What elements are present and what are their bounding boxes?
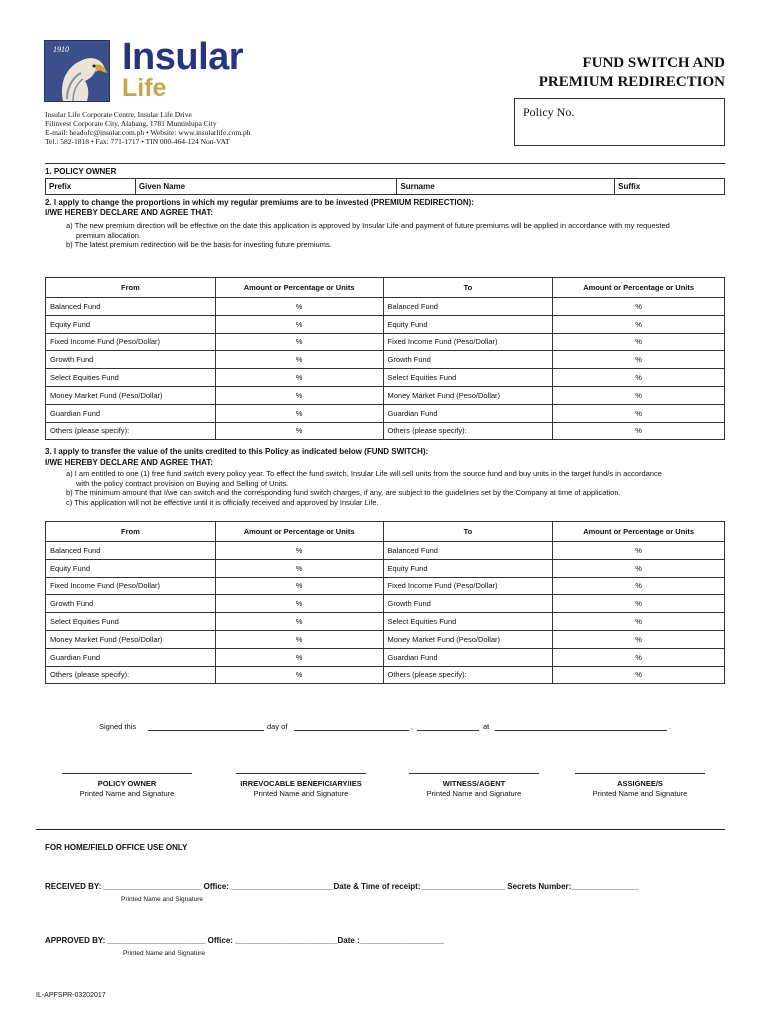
logo-year: 1910 (53, 45, 69, 54)
beneficiary-label: IRREVOCABLE BENEFICIARY/IES (240, 779, 362, 788)
signed-year-field[interactable] (417, 730, 479, 731)
to-fund-name: Equity Fund (383, 315, 553, 333)
fund-row (46, 369, 725, 387)
to-fund-name: Guardian Fund (383, 404, 553, 422)
col-amount: Amount or Percentage or Units (215, 278, 383, 298)
fund-row (46, 351, 725, 369)
to-fund-name: Balanced Fund (383, 298, 553, 316)
company-address-2: Filinvest Corporate City, Alabang, 1781 Muntinlupa City (45, 119, 217, 128)
fund-row (46, 333, 725, 351)
fund-row (46, 630, 725, 648)
redirection-heading: 2. I apply to change the proportions in which my regular premiums are to be invested (PREMIUM REDIRECTION): (45, 198, 474, 207)
owner-name-table (45, 178, 725, 195)
fund-row (46, 386, 725, 404)
printed-name-note: Printed Name and Signature (592, 789, 688, 798)
period: . (669, 722, 672, 731)
brand-sub: Life (122, 74, 167, 102)
from-amount-field[interactable]: % (215, 333, 383, 351)
redirection-item-a: a) The new premium direction will be effective on the date this application is approved by Insular Life and payment of future premiums will be applied in accordance with my requested premium allocation. b) The latest premium redirection will be the basis for investing future premiums. (66, 221, 670, 249)
to-fund-name: Guardian Fund (383, 648, 553, 666)
col-amount: Amount or Percentage or Units (215, 522, 383, 542)
signed-this-label: Signed this (99, 722, 137, 731)
form-title-line2: PREMIUM REDIRECTION (538, 74, 725, 90)
to-fund-name: Balanced Fund (383, 542, 553, 560)
fund-row (46, 315, 725, 333)
fund-row (46, 298, 725, 316)
switch-terms: a) I am entitled to one (1) free fund switch every policy year. To effect the fund switch, Insular Life will sell units from the source fund and buy units in the target fund/s in accordance with the policy contract provision on Buying and Selling of Units. b) The minimum amount that I/we can switch and the corresponding fund switch charges, if any, are subject to the guidelines set by the Company at time of application. c) This application will not be effective until it is officially received and approved by Insular Life. (66, 469, 662, 507)
policy-number-label: Policy No. (523, 105, 575, 119)
fund-row (46, 542, 725, 560)
to-fund-name: Fixed Income Fund (Peso/Dollar) (383, 577, 553, 595)
signed-place-field[interactable] (495, 730, 667, 731)
company-contact: E-mail: headofc@insular.com.ph • Website: www.insularlife.com.ph (45, 128, 251, 137)
to-amount-field[interactable]: % (553, 613, 725, 631)
from-fund-name: Select Equities Fund (46, 369, 216, 387)
owner-heading: 1. POLICY OWNER (45, 167, 117, 176)
printed-name-note: Printed Name and Signature (253, 789, 349, 798)
to-amount-field[interactable]: % (553, 333, 725, 351)
from-fund-name: Guardian Fund (46, 648, 216, 666)
from-fund-name: Money Market Fund (Peso/Dollar) (46, 630, 216, 648)
given-name-field[interactable]: Given Name (135, 179, 397, 195)
to-amount-field[interactable]: % (553, 298, 725, 316)
to-fund-name: Money Market Fund (Peso/Dollar) (383, 386, 553, 404)
received-by-row[interactable]: RECEIVED BY: ______________________ Office: _______________________Date & Time of receipt:___________________ Secrets Number:_______________ (45, 882, 639, 891)
company-phone: Tel.: 582-1818 • Fax: 771-1717 • TIN 000-464-124 Non-VAT (45, 137, 230, 146)
fund-row (46, 613, 725, 631)
col-amount-2: Amount or Percentage or Units (553, 522, 725, 542)
premium-redirection-table (45, 277, 725, 440)
from-fund-name: Select Equities Fund (46, 613, 216, 631)
from-fund-name: Equity Fund (46, 315, 216, 333)
to-amount-field[interactable]: % (553, 559, 725, 577)
approved-by-row[interactable]: APPROVED BY: ______________________ Office: _______________________Date :___________________ (45, 936, 445, 945)
from-amount-field[interactable]: % (215, 369, 383, 387)
fund-row (46, 595, 725, 613)
from-amount-field[interactable]: % (215, 542, 383, 560)
from-fund-name: Balanced Fund (46, 542, 216, 560)
fund-row (46, 577, 725, 595)
from-amount-field[interactable]: % (215, 666, 383, 684)
col-amount-2: Amount or Percentage or Units (553, 278, 725, 298)
from-amount-field[interactable]: % (215, 298, 383, 316)
to-amount-field[interactable]: % (553, 648, 725, 666)
col-from: From (46, 278, 216, 298)
office-use-heading: FOR HOME/FIELD OFFICE USE ONLY (45, 843, 188, 852)
fund-row (46, 648, 725, 666)
to-fund-name: Select Equities Fund (383, 613, 553, 631)
to-amount-field[interactable]: % (553, 422, 725, 440)
to-amount-field[interactable]: % (553, 351, 725, 369)
surname-field[interactable]: Surname (397, 179, 615, 195)
fund-row (46, 559, 725, 577)
from-amount-field[interactable]: % (215, 559, 383, 577)
from-amount-field[interactable]: % (215, 351, 383, 369)
from-fund-name: Others (please specify): (46, 422, 216, 440)
owner-signature-line[interactable] (62, 773, 192, 774)
eagle-logo (44, 40, 110, 102)
switch-heading: 3. I apply to transfer the value of the units credited to this Policy as indicated below (FUND SWITCH): (45, 447, 429, 456)
from-amount-field[interactable]: % (215, 630, 383, 648)
from-fund-name: Balanced Fund (46, 298, 216, 316)
company-address-1: Insular Life Corporate Centre, Insular Life Drive (45, 110, 192, 119)
switch-declare: I/WE HEREBY DECLARE AND AGREE THAT: (45, 458, 214, 467)
witness-label: WITNESS/AGENT (442, 779, 506, 788)
to-fund-name: Fixed Income Fund (Peso/Dollar) (383, 333, 553, 351)
col-from: From (46, 522, 216, 542)
signed-month-field[interactable] (294, 730, 409, 731)
from-amount-field[interactable]: % (215, 648, 383, 666)
from-fund-name: Money Market Fund (Peso/Dollar) (46, 386, 216, 404)
divider (45, 163, 725, 164)
to-amount-field[interactable]: % (553, 369, 725, 387)
office-divider (36, 829, 725, 830)
to-fund-name: Growth Fund (383, 351, 553, 369)
from-amount-field[interactable]: % (215, 613, 383, 631)
fund-row (46, 666, 725, 684)
to-fund-name: Money Market Fund (Peso/Dollar) (383, 630, 553, 648)
from-amount-field[interactable]: % (215, 577, 383, 595)
to-amount-field[interactable]: % (553, 577, 725, 595)
redirection-declare: I/WE HEREBY DECLARE AND AGREE THAT: (45, 208, 214, 217)
to-amount-field[interactable]: % (553, 386, 725, 404)
policy-number-field[interactable] (514, 98, 725, 146)
to-fund-name: Equity Fund (383, 559, 553, 577)
beneficiary-signature-line[interactable] (236, 773, 366, 774)
from-fund-name: Fixed Income Fund (Peso/Dollar) (46, 333, 216, 351)
assignee-signature-line[interactable] (575, 773, 705, 774)
printed-name-note: Printed Name and Signature (79, 789, 175, 798)
from-amount-field[interactable]: % (215, 315, 383, 333)
at-label: at (483, 722, 490, 731)
to-fund-name: Growth Fund (383, 595, 553, 613)
fund-switch-table (45, 521, 725, 684)
received-printed-note: Printed Name and Signature (121, 896, 204, 903)
fund-row (46, 422, 725, 440)
assignee-label: ASSIGNEE/S (617, 779, 663, 788)
to-amount-field[interactable]: % (553, 542, 725, 560)
to-fund-name: Others (please specify): (383, 422, 553, 440)
brand-name: Insular (122, 36, 244, 78)
day-of-label: day of (267, 722, 288, 731)
from-fund-name: Guardian Fund (46, 404, 216, 422)
to-amount-field[interactable]: % (553, 315, 725, 333)
col-to: To (383, 522, 553, 542)
from-fund-name: Fixed Income Fund (Peso/Dollar) (46, 577, 216, 595)
prefix-field[interactable]: Prefix (46, 179, 136, 195)
to-amount-field[interactable]: % (553, 666, 725, 684)
to-amount-field[interactable]: % (553, 595, 725, 613)
from-fund-name: Others (please specify): (46, 666, 216, 684)
policy-owner-label: POLICY OWNER (97, 779, 157, 788)
from-amount-field[interactable]: % (215, 386, 383, 404)
from-fund-name: Growth Fund (46, 595, 216, 613)
form-title-line1: FUND SWITCH AND (582, 55, 725, 71)
approved-printed-note: Printed Name and Signature (123, 950, 206, 957)
comma: , (411, 722, 414, 731)
form-code: IL-APFSPR-03202017 (36, 992, 106, 999)
suffix-field[interactable]: Suffix (615, 179, 725, 195)
from-amount-field[interactable]: % (215, 404, 383, 422)
from-amount-field[interactable]: % (215, 595, 383, 613)
to-fund-name: Select Equities Fund (383, 369, 553, 387)
col-to: To (383, 278, 553, 298)
from-amount-field[interactable]: % (215, 422, 383, 440)
signed-day-field[interactable] (148, 730, 264, 731)
witness-signature-line[interactable] (409, 773, 539, 774)
from-fund-name: Growth Fund (46, 351, 216, 369)
from-fund-name: Equity Fund (46, 559, 216, 577)
to-fund-name: Others (please specify): (383, 666, 553, 684)
fund-row (46, 404, 725, 422)
to-amount-field[interactable]: % (553, 630, 725, 648)
printed-name-note: Printed Name and Signature (426, 789, 522, 798)
to-amount-field[interactable]: % (553, 404, 725, 422)
